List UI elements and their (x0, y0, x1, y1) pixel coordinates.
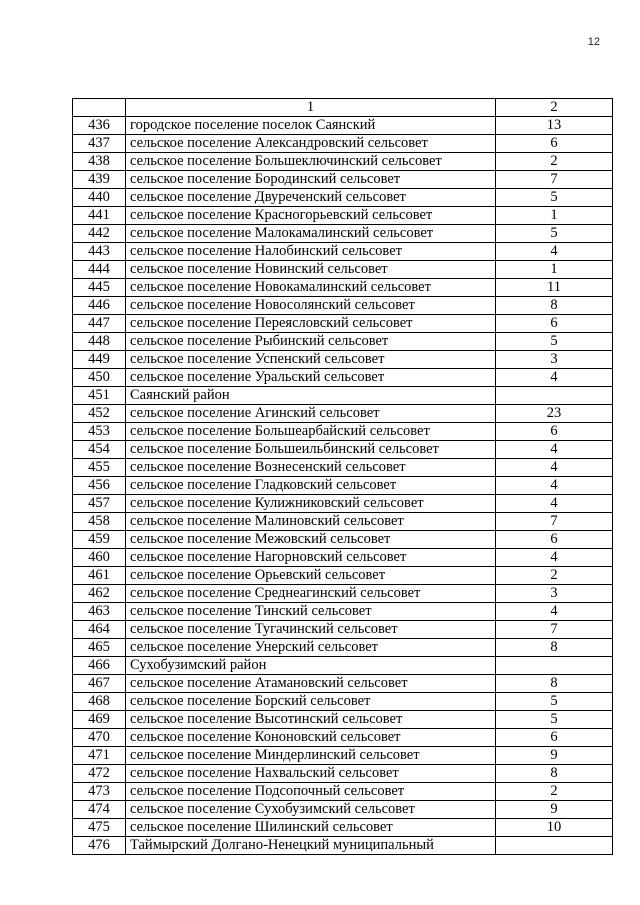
row-number-cell: 448 (73, 333, 126, 351)
row-value-cell: 5 (496, 693, 613, 711)
table-row (73, 675, 613, 693)
table-row (73, 711, 613, 729)
row-value-cell: 4 (496, 477, 613, 495)
row-number-cell: 461 (73, 567, 126, 585)
row-name-cell: сельское поселение Подсопочный сельсовет (126, 783, 496, 801)
row-value-cell: 2 (496, 153, 613, 171)
row-name-cell: сельское поселение Гладковский сельсовет (126, 477, 496, 495)
row-number-cell: 469 (73, 711, 126, 729)
row-value-cell: 6 (496, 135, 613, 153)
row-number-cell: 444 (73, 261, 126, 279)
row-number-cell: 452 (73, 405, 126, 423)
row-number-cell: 474 (73, 801, 126, 819)
row-number-cell: 475 (73, 819, 126, 837)
row-value-cell: 8 (496, 765, 613, 783)
table-row (73, 315, 613, 333)
table-row (73, 477, 613, 495)
row-number-cell: 441 (73, 207, 126, 225)
row-number-cell: 466 (73, 657, 126, 675)
header-cell-value: 2 (496, 99, 613, 117)
row-number-cell: 470 (73, 729, 126, 747)
row-number-cell: 457 (73, 495, 126, 513)
row-number-cell: 439 (73, 171, 126, 189)
row-name-cell: сельское поселение Агинский сельсовет (126, 405, 496, 423)
page-number: 12 (587, 36, 600, 48)
row-name-cell: сельское поселение Орьевский сельсовет (126, 567, 496, 585)
municipal-table (72, 98, 613, 855)
row-number-cell: 476 (73, 837, 126, 855)
row-number-cell: 449 (73, 351, 126, 369)
row-value-cell: 11 (496, 279, 613, 297)
row-name-cell: сельское поселение Бородинский сельсовет (126, 171, 496, 189)
row-value-cell: 9 (496, 747, 613, 765)
table-row (73, 729, 613, 747)
row-name-cell: сельское поселение Красногорьевский сельсовет (126, 207, 496, 225)
row-number-cell: 451 (73, 387, 126, 405)
row-name-cell: сельское поселение Новинский сельсовет (126, 261, 496, 279)
row-value-cell (496, 837, 613, 855)
row-number-cell: 459 (73, 531, 126, 549)
row-name-cell: сельское поселение Малиновский сельсовет (126, 513, 496, 531)
row-name-cell: сельское поселение Переясловский сельсовет (126, 315, 496, 333)
row-name-cell: сельское поселение Кононовский сельсовет (126, 729, 496, 747)
table-row (73, 333, 613, 351)
row-number-cell: 463 (73, 603, 126, 621)
row-number-cell: 471 (73, 747, 126, 765)
row-number-cell: 440 (73, 189, 126, 207)
row-value-cell: 7 (496, 513, 613, 531)
table-row (73, 621, 613, 639)
row-number-cell: 436 (73, 117, 126, 135)
row-value-cell: 8 (496, 675, 613, 693)
row-number-cell: 467 (73, 675, 126, 693)
table-header-row (73, 99, 613, 117)
table-row (73, 459, 613, 477)
row-value-cell: 6 (496, 315, 613, 333)
table-row (73, 801, 613, 819)
table-row (73, 657, 613, 675)
row-name-cell: сельское поселение Рыбинский сельсовет (126, 333, 496, 351)
table-row (73, 765, 613, 783)
row-name-cell: сельское поселение Тинский сельсовет (126, 603, 496, 621)
table-row (73, 783, 613, 801)
row-value-cell: 4 (496, 459, 613, 477)
table-row (73, 243, 613, 261)
table-row (73, 693, 613, 711)
table-row (73, 117, 613, 135)
row-value-cell: 5 (496, 333, 613, 351)
row-name-cell: сельское поселение Большеильбинский сельсовет (126, 441, 496, 459)
row-name-cell: сельское поселение Новокамалинский сельсовет (126, 279, 496, 297)
row-name-cell: сельское поселение Большеарбайский сельсовет (126, 423, 496, 441)
row-number-cell: 464 (73, 621, 126, 639)
row-value-cell: 1 (496, 261, 613, 279)
table-row (73, 747, 613, 765)
row-number-cell: 450 (73, 369, 126, 387)
row-number-cell: 472 (73, 765, 126, 783)
row-value-cell: 2 (496, 567, 613, 585)
table-row (73, 549, 613, 567)
row-value-cell: 3 (496, 351, 613, 369)
row-number-cell: 453 (73, 423, 126, 441)
row-name-cell: сельское поселение Нахвальский сельсовет (126, 765, 496, 783)
row-value-cell: 5 (496, 225, 613, 243)
row-name-cell: сельское поселение Среднеагинский сельсовет (126, 585, 496, 603)
row-name-cell: сельское поселение Унерский сельсовет (126, 639, 496, 657)
row-number-cell: 455 (73, 459, 126, 477)
row-value-cell: 23 (496, 405, 613, 423)
row-value-cell: 10 (496, 819, 613, 837)
row-name-cell: Сухобузимский район (126, 657, 496, 675)
row-name-cell: сельское поселение Успенский сельсовет (126, 351, 496, 369)
row-name-cell: сельское поселение Миндерлинский сельсовет (126, 747, 496, 765)
row-name-cell: сельское поселение Вознесенский сельсовет (126, 459, 496, 477)
table-row (73, 369, 613, 387)
row-number-cell: 473 (73, 783, 126, 801)
row-value-cell: 4 (496, 549, 613, 567)
row-value-cell: 6 (496, 531, 613, 549)
row-name-cell: сельское поселение Тугачинский сельсовет (126, 621, 496, 639)
row-number-cell: 462 (73, 585, 126, 603)
row-value-cell (496, 387, 613, 405)
row-value-cell: 5 (496, 711, 613, 729)
header-cell-name: 1 (126, 99, 496, 117)
row-name-cell: сельское поселение Кулижниковский сельсовет (126, 495, 496, 513)
table-row (73, 495, 613, 513)
row-value-cell: 4 (496, 441, 613, 459)
row-name-cell: сельское поселение Шилинский сельсовет (126, 819, 496, 837)
row-number-cell: 454 (73, 441, 126, 459)
row-name-cell: сельское поселение Большеключинский сельсовет (126, 153, 496, 171)
table-row (73, 261, 613, 279)
table-row (73, 279, 613, 297)
table-row (73, 441, 613, 459)
table-row (73, 297, 613, 315)
row-value-cell: 6 (496, 729, 613, 747)
row-name-cell: сельское поселение Налобинский сельсовет (126, 243, 496, 261)
table-row (73, 189, 613, 207)
row-value-cell: 7 (496, 621, 613, 639)
row-number-cell: 446 (73, 297, 126, 315)
table-row (73, 351, 613, 369)
row-value-cell: 1 (496, 207, 613, 225)
table-row (73, 585, 613, 603)
row-number-cell: 465 (73, 639, 126, 657)
row-name-cell: сельское поселение Борский сельсовет (126, 693, 496, 711)
table-row (73, 819, 613, 837)
row-name-cell: Таймырский Долгано-Ненецкий муниципальный (126, 837, 496, 855)
table-row (73, 639, 613, 657)
row-number-cell: 460 (73, 549, 126, 567)
row-name-cell: сельское поселение Сухобузимский сельсовет (126, 801, 496, 819)
row-name-cell: сельское поселение Атамановский сельсовет (126, 675, 496, 693)
table-row (73, 405, 613, 423)
table-row (73, 225, 613, 243)
row-value-cell: 8 (496, 297, 613, 315)
row-number-cell: 442 (73, 225, 126, 243)
table-row (73, 423, 613, 441)
row-number-cell: 468 (73, 693, 126, 711)
table-row (73, 387, 613, 405)
row-value-cell (496, 657, 613, 675)
row-value-cell: 8 (496, 639, 613, 657)
row-name-cell: сельское поселение Нагорновский сельсовет (126, 549, 496, 567)
table-body (73, 99, 613, 855)
row-name-cell: городское поселение поселок Саянский (126, 117, 496, 135)
table-row (73, 513, 613, 531)
row-value-cell: 4 (496, 603, 613, 621)
row-number-cell: 437 (73, 135, 126, 153)
row-name-cell: сельское поселение Александровский сельсовет (126, 135, 496, 153)
row-value-cell: 9 (496, 801, 613, 819)
table-row (73, 837, 613, 855)
row-value-cell: 7 (496, 171, 613, 189)
table-row (73, 171, 613, 189)
row-value-cell: 5 (496, 189, 613, 207)
row-name-cell: Саянский район (126, 387, 496, 405)
row-value-cell: 13 (496, 117, 613, 135)
row-value-cell: 2 (496, 783, 613, 801)
row-name-cell: сельское поселение Межовский сельсовет (126, 531, 496, 549)
row-value-cell: 6 (496, 423, 613, 441)
header-cell-number (73, 99, 126, 117)
row-value-cell: 4 (496, 369, 613, 387)
row-name-cell: сельское поселение Высотинский сельсовет (126, 711, 496, 729)
table-row (73, 567, 613, 585)
row-value-cell: 3 (496, 585, 613, 603)
row-name-cell: сельское поселение Двуреченский сельсовет (126, 189, 496, 207)
row-value-cell: 4 (496, 243, 613, 261)
row-number-cell: 456 (73, 477, 126, 495)
table-row (73, 135, 613, 153)
row-name-cell: сельское поселение Малокамалинский сельсовет (126, 225, 496, 243)
row-value-cell: 4 (496, 495, 613, 513)
row-name-cell: сельское поселение Новосолянский сельсовет (126, 297, 496, 315)
row-number-cell: 438 (73, 153, 126, 171)
table-row (73, 153, 613, 171)
row-name-cell: сельское поселение Уральский сельсовет (126, 369, 496, 387)
table-row (73, 603, 613, 621)
row-number-cell: 447 (73, 315, 126, 333)
row-number-cell: 443 (73, 243, 126, 261)
row-number-cell: 458 (73, 513, 126, 531)
table-row (73, 531, 613, 549)
row-number-cell: 445 (73, 279, 126, 297)
table-row (73, 207, 613, 225)
